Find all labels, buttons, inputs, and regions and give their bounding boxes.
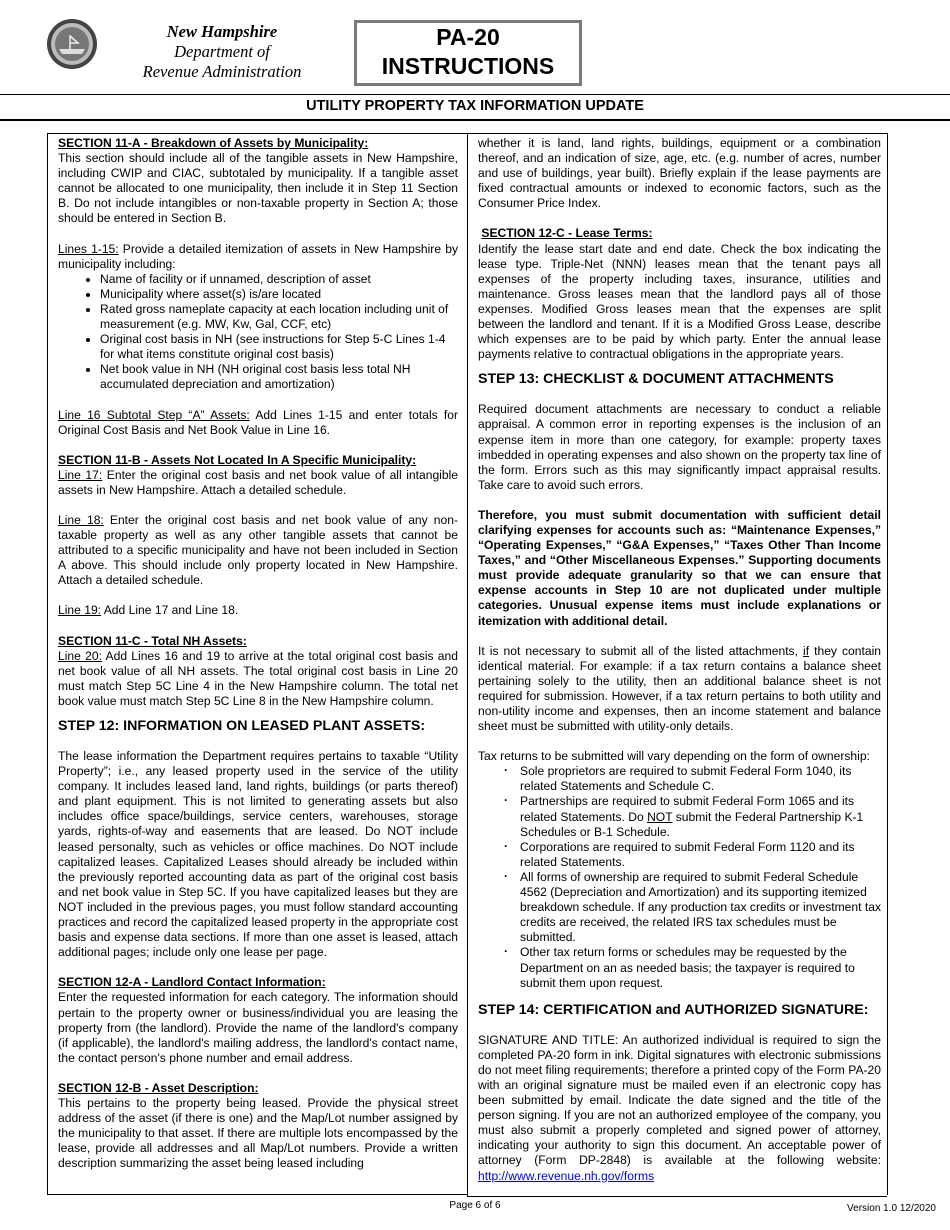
agency-line1: New Hampshire (166, 22, 278, 41)
revenue-forms-link[interactable]: http://www.revenue.nh.gov/forms (478, 1168, 655, 1183)
step-13-paragraph-1: Required document attachments are necessary to conduct a reliable appraisal. A common error in reporting expenses is the inclusion of an expense item in more than one category, for example: property taxes imbedded in operating expenses and also shown on the property tax line of the form. Errors such as this may significantly impact appraisal results. Take care to avoid such errors. (478, 402, 881, 492)
agency-line3: Revenue Administration (142, 62, 302, 81)
line-16-text: Add Lines 1-15 and enter totals for Original Cost Basis and Net Book Value in Line 16. (58, 407, 459, 437)
line-19-label: Line 19: (58, 603, 102, 618)
form-number: PA-20 (436, 24, 500, 50)
line-17-text: Enter the original cost basis and net book value of all intangible assets in New Hampshire. Attach a detailed schedule. (58, 467, 459, 497)
form-type: INSTRUCTIONS (381, 53, 555, 79)
section-12c-heading: SECTION 12-C - Lease Terms: (481, 226, 653, 241)
section-12a-heading: SECTION 12-A - Landlord Contact Information: (58, 975, 326, 990)
step-13-bold-paragraph: Therefore, you must submit documentation with sufficient detail clarifying expenses for accounts such as: “Maintenance Expenses,” “Operating Expenses,” “G&A Expenses,” “Taxes Other Than Income Taxes,” and “Other Miscellaneous Expenses.” Supporting documents must provide adequate granularity so that we can ensure that expense accounts in Step 10 are not duplicated under multiple categories. Unusual expense items must include explanations or itemization with additional detail. (478, 507, 881, 628)
state-seal-icon (46, 18, 98, 70)
right-column (478, 136, 881, 1184)
step-13-paragraph-3 (478, 644, 881, 735)
line-19-paragraph (58, 603, 458, 618)
lines-1-15-text: Provide a detailed itemization of assets in New Hampshire by municipality including: (58, 241, 458, 271)
tax2-not: NOT (647, 809, 673, 824)
right-frame-bottom (467, 1196, 887, 1197)
step-13-p3-text-a: It is not necessary to submit all of the listed attachments, (478, 643, 804, 658)
line-18-text: Enter the original cost basis and net book value of any non-taxable property as well as any other tangible assets that cannot be attributed to a specific municipality and have not been included in Section A above. This should include only property located in New Hampshire. Attach a detailed schedule. (58, 512, 458, 588)
list-item: · Other tax return forms or schedules may be requested by the Department on an as needed basis; the taxpayer is required to submit them upon request. (520, 945, 881, 990)
agency-line2: Department of (174, 42, 270, 61)
step-13-p3-text-b: they contain identical material. For example: if a tax return contains a balance sheet pertaining solely to the utility, then an additional balance sheet is not required for submission. However, if a tax return pertains to both utility and non-utility income and expenses, then an income statement and balance sheet must be submitted with utility-only details. (478, 643, 881, 734)
list-item: • Name of facility or if unnamed, description of asset (100, 272, 458, 287)
list-item: • Rated gross nameplate capacity at each location including unit of measurement (e.g. MW, Kw, Gal, CCF, etc) (100, 302, 458, 332)
list-item: · Sole proprietors are required to submit Federal Form 1040, its related Statements and Schedule C. (520, 764, 881, 794)
list-item (520, 794, 881, 839)
section-12b-heading: SECTION 12-B - Asset Description: (58, 1080, 259, 1095)
step-12-body: The lease information the Department requires pertains to taxable “Utility Property”; i.e., any leased property used in the service of the utility company. It includes leased land, land rights, buildings (or parts thereof) and plant equipment. This is not limited to generating assets but also includes office space/buildings, service centers, warehouses, storage yards, rights-of-way and easements that are leased. Do NOT include leased personalty, such as vehicles or office machines. Do NOT include capitalized leases. Capitalized Leases should already be included within the previously reported accounting data as part of the original cost basis and net book value in Step 5C. If you have capitalized leases but they are NOT included in the previous pages, you must follow standard accounting practices and record the capitalized leased property in the appropriate cost basis and expense data sections. If more than one asset is leased, attach additional pages; include only one lease per page. (58, 749, 458, 960)
line-20-paragraph (58, 649, 458, 709)
section-12c-body: Identify the lease start date and end date. Check the box indicating the lease type. Triple-Net (NNN) leases mean that the tenant pays all expenses of the property including taxes, insurance, utilities and maintenance. Gross leases mean that the landlord pays all of those expenses. Modified Gross leases mean that the expenses are split between the landlord and tenant. If it is a Modified Gross Lease, describe which expenses are to be paid by which party. Enter the annual lease payments relative to contractual obligations in the appropriate years. (478, 241, 881, 362)
section-12a-body: Enter the requested information for each category. The information should pertain to the property owner or business/individual you are leasing the property from (the landlord). Provide the name of the landlord's company (if applicable), the landlord's mailing address, the landlord's contact name, the contact person's phone number and email address. (58, 990, 458, 1065)
step-14-text: SIGNATURE AND TITLE: An authorized individual is required to sign the completed PA-20 form in ink. Digital signatures with electronic submissions do not meet filing requirements; therefore a printed copy of the Form PA-20 with an original signature must be mailed even if an electronic copy has been submitted by email. Indicate the date signed and the title of the person signing. If you are not an authorized employee of the company, you must also submit a properly completed and signed power of attorney, indicating your authority to sign this document. An acceptable power of attorney (Form DP-2848) is available at the following website: (478, 1032, 881, 1168)
section-12b-body: This pertains to the property being leased. Provide the physical street address of the asset (if there is one) and the Map/Lot number assigned by the municipality to that asset. If there are multiple lots encompassed by the lease, provide all addresses and all Map/Lot numbers. Provide a written description summarizing the asset being leased including (58, 1095, 458, 1171)
list-item: • Original cost basis in NH (see instructions for Step 5-C Lines 1-4 for what items constitute original cost basis) (100, 332, 458, 362)
line-16-paragraph (58, 408, 458, 438)
section-12c-heading-line (478, 226, 881, 241)
left-frame-bottom (47, 1194, 467, 1195)
step-14-body (478, 1033, 881, 1184)
line-18-paragraph (58, 513, 458, 588)
line-16-label: Line 16 Subtotal Step “A” Assets: (58, 407, 250, 422)
line-19-text: Add Line 17 and Line 18. (101, 603, 239, 618)
line-20-label: Line 20: (58, 648, 102, 663)
tax-returns-list (478, 764, 881, 990)
section-11b-heading: SECTION 11-B - Assets Not Located In A Specific Municipality: (58, 452, 417, 467)
list-item: • Net book value in NH (NH original cost basis less total NH accumulated depreciation and amortization) (100, 362, 458, 392)
list-item: · Corporations are required to submit Federal Form 1120 and its related Statements. (520, 840, 881, 870)
step-13-heading: STEP 13: CHECKLIST & DOCUMENT ATTACHMENTS (478, 371, 834, 388)
agency-name (112, 22, 332, 82)
header-rule-top (0, 94, 950, 95)
step-14-heading: STEP 14: CERTIFICATION and AUTHORIZED SIGNATURE: (478, 1001, 869, 1018)
step-12-heading: STEP 12: INFORMATION ON LEASED PLANT ASSETS: (58, 718, 426, 734)
lines-1-15-label: Lines 1-15: (58, 241, 119, 256)
section-11a-heading: SECTION 11-A - Breakdown of Assets by Municipality: (58, 136, 369, 150)
page-number: Page 6 of 6 (449, 1200, 501, 1211)
tax2-text-b: submit the Federal Partnership K-1 Schedules or B-1 Schedule. (520, 809, 864, 839)
asset-itemization-list (58, 272, 458, 393)
line-20-text: Add Lines 16 and 19 to arrive at the total original cost basis and net book value of all NH assets. The total original cost basis in Line 20 must match Step 5C Line 4 in the New Hampshire column. The total net book value must match Step 5C Line 8 in the New Hampshire column. (58, 648, 458, 708)
list-item: • Municipality where asset(s) is/are located (100, 287, 458, 302)
step-13-p3-if: if (803, 643, 810, 658)
lines-1-15-paragraph (58, 242, 458, 272)
left-column (58, 136, 458, 1171)
tax-returns-intro: Tax returns to be submitted will vary depending on the form of ownership: (478, 749, 870, 764)
line-18-label: Line 18: (58, 512, 104, 527)
form-id-box (354, 20, 582, 86)
line-17-label: Line 17: (58, 467, 103, 482)
list-item: · All forms of ownership are required to submit Federal Schedule 4562 (Depreciation and Amortization) and its supporting itemized breakdown schedule. If any production tax credits or investment tax credits are received, the related IRS tax schedules must be submitted. (520, 870, 881, 945)
section-11c-heading: SECTION 11-C - Total NH Assets: (58, 633, 247, 648)
line-17-paragraph (58, 468, 458, 498)
tax2-text-a: Partnerships are required to submit Federal Form 1065 and its related Statements. Do (520, 794, 855, 824)
header-rule-bottom (0, 119, 950, 121)
version-label: Version 1.0 12/2020 (847, 1203, 936, 1214)
section-12b-continued: whether it is land, land rights, buildings, equipment or a combination thereof, and an indication of size, age, etc. (e.g. number of acres, number and use of buildings, year built). Briefly explain if the lease payments are fixed contractual amounts or indexed to economic factors, such as the Consumer Price Index. (478, 136, 881, 211)
document-title: UTILITY PROPERTY TAX INFORMATION UPDATE (306, 98, 644, 114)
column-divider (467, 133, 468, 1196)
section-11a-body: This section should include all of the tangible assets in New Hampshire, including CWIP and CIAC, subtotaled by municipality. If a tangible asset cannot be allocated to one municipality, then include it in Step 11 Section B. Do not include intangibles or non-taxable property in Section A; those should be entered in Section B. (58, 151, 458, 226)
